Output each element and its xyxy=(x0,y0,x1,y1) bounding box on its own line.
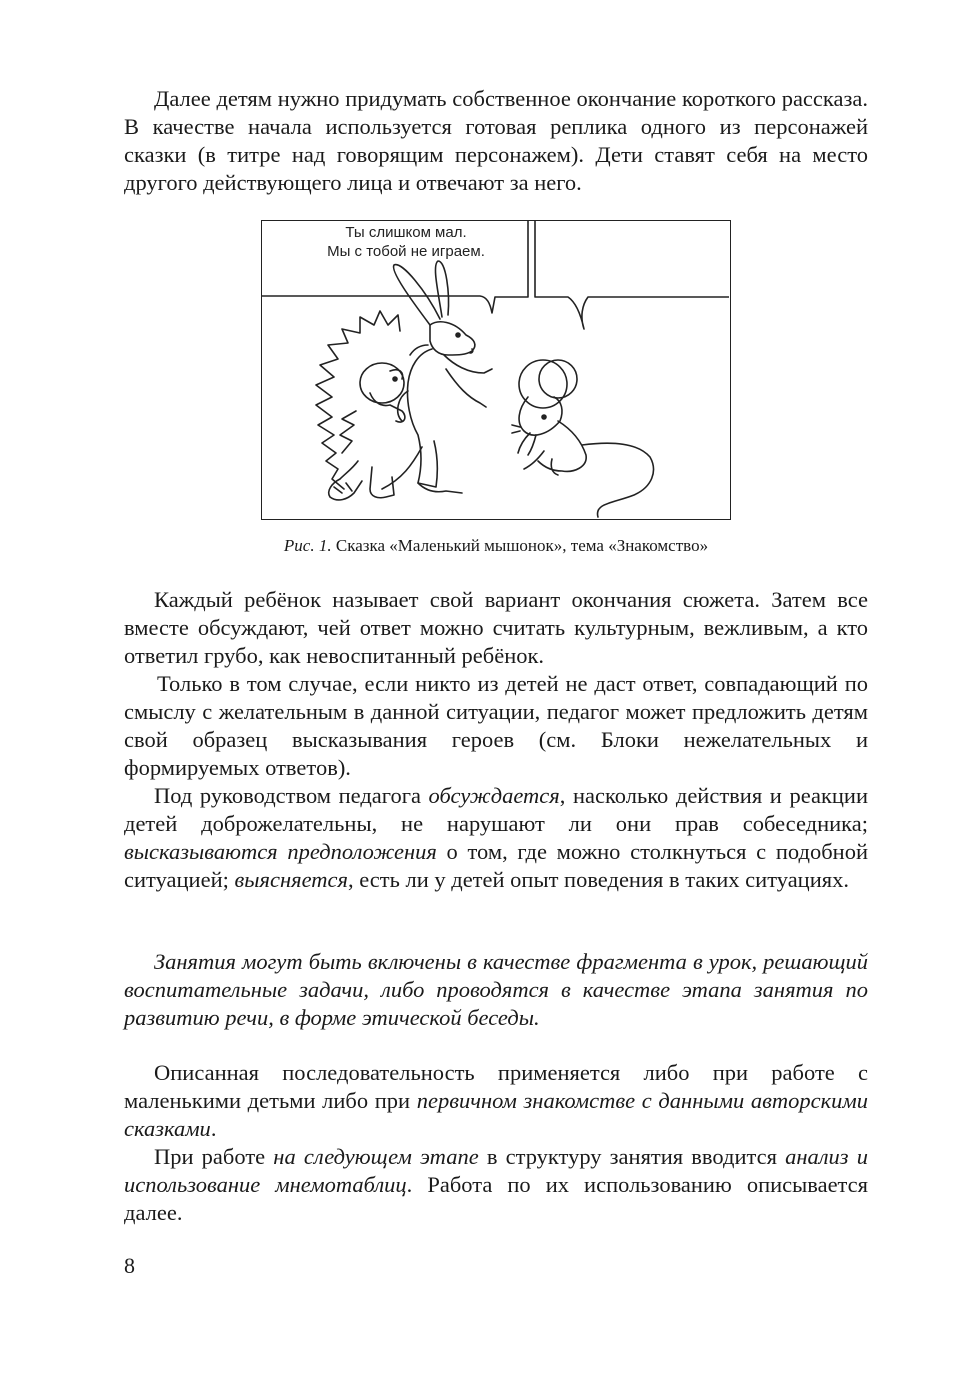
paragraph-1: Далее детям нужно придумать собственное окончание короткого рассказа. В качестве начала используется готовая реплика одного из персонажей сказки (в титре над говорящим персонажем). Дети ставят себя на место другого действующего лица и отвечают за него. xyxy=(124,86,868,195)
p6-text-2: . xyxy=(210,1116,217,1141)
p5-italic: Занятия могут быть включены в качестве фрагмента в урок, решающий воспитательные задачи, либо проводятся в качестве этапа занятия по развитию речи, в форме этической беседы. xyxy=(124,949,868,1030)
p7-text-2: в структуру занятия вводится xyxy=(478,1144,786,1169)
comic-illustration xyxy=(262,221,729,518)
paragraph-2: Каждый ребёнок называет свой вариант окончания сюжета. Затем все вместе обсуждают, чей ответ можно считать культурным, вежливым, а кто ответил грубо, как невоспитанный ребёнок. xyxy=(124,587,868,668)
caption-text: Сказка «Маленький мышонок», тема «Знакомство» xyxy=(331,536,709,555)
paragraph-7 xyxy=(124,1143,868,1227)
paragraph-6 xyxy=(124,1059,868,1143)
paragraph-3: Только в том случае, если никто из детей не даст ответ, совпадающий по смыслу с желательным в данной ситуации, педагог может предложить детям свой образец высказывания героев (см. Блоки нежелательных и формируемых ответов). xyxy=(124,671,868,780)
speech-bubble-line-1: Ты слишком мал. xyxy=(345,224,467,241)
paragraph-5 xyxy=(124,948,868,1032)
intro-paragraph-block xyxy=(124,85,868,197)
p7-italic-2: анализ и использование мнемотаблиц xyxy=(124,1144,868,1197)
note-paragraph-block xyxy=(124,948,868,1032)
closing-paragraph-block xyxy=(124,1059,868,1227)
p7-text-1: При работе xyxy=(154,1144,274,1169)
p4-italic-3: выясняется xyxy=(234,867,348,892)
p7-text-3: . Работа по их использованию описывается далее. xyxy=(124,1172,868,1225)
p4-text-1: Под руководством педагога xyxy=(154,783,429,808)
speech-bubble-line-2: Мы с тобой не играем. xyxy=(327,243,485,260)
discussion-paragraph-block xyxy=(124,586,868,894)
p7-italic-1: на следующем этапе xyxy=(273,1144,479,1169)
page-number: 8 xyxy=(124,1253,135,1278)
p6-italic-1: первичном знакомстве с данными авторскими сказками xyxy=(124,1088,868,1141)
p4-text-4: , есть ли у детей опыт поведения в таких ситуациях. xyxy=(347,867,849,892)
p4-text-3: о том, где можно столкнуться с подобной ситуацией; xyxy=(124,839,868,892)
mouse-drawing xyxy=(512,360,653,517)
caption-label: Рис. 1. xyxy=(283,536,332,555)
figure-comic xyxy=(261,220,731,520)
p4-italic-1: обсуждается xyxy=(428,783,560,808)
figure-caption xyxy=(124,535,868,557)
p4-italic-2: высказываются предположения xyxy=(124,839,437,864)
right-speech-bubble-frame xyxy=(535,221,729,329)
p6-text-1: Описанная последовательность применяется либо при работе с маленькими детьми либо при xyxy=(124,1060,868,1113)
hedgehog-drawing xyxy=(316,311,405,500)
paragraph-4 xyxy=(124,782,868,894)
p4-text-2: , насколько действия и реакции детей доброжелательны, не нарушают ли они прав собеседника; xyxy=(124,783,868,836)
